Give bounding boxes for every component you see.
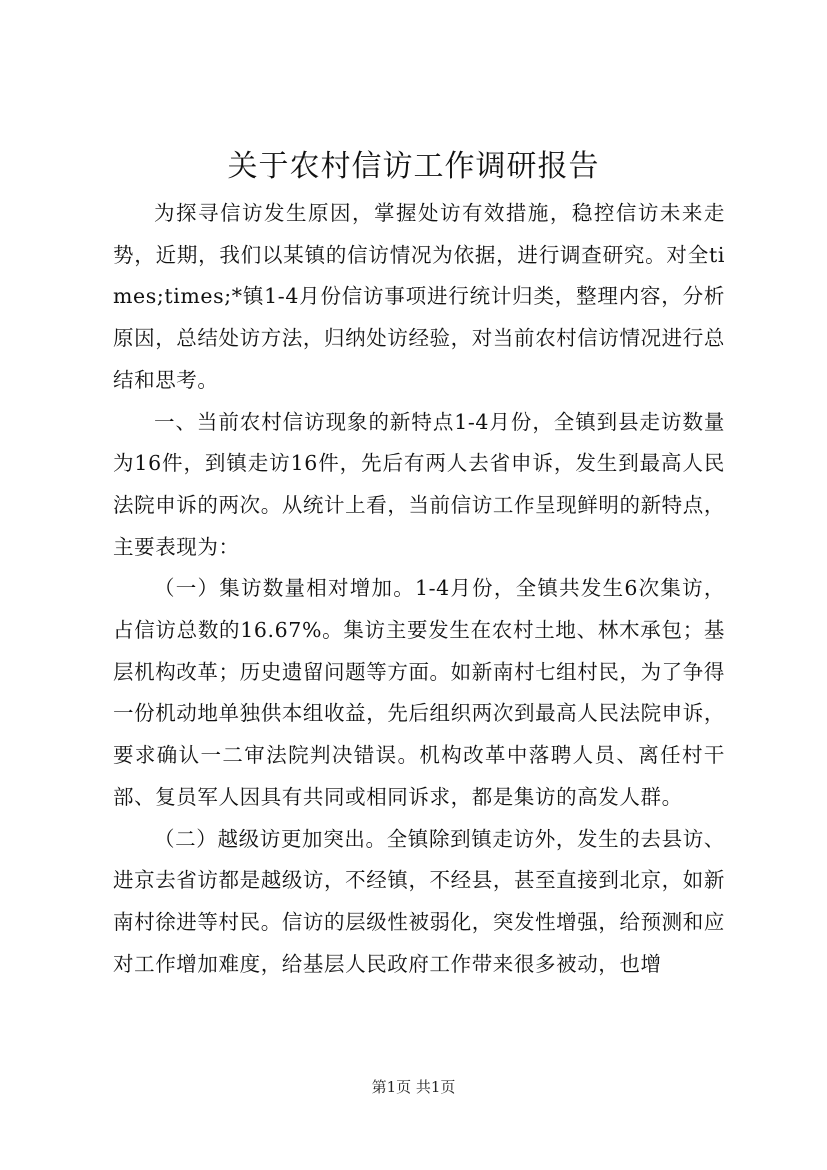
- paragraph-subsection-one: （一）集访数量相对增加。1-4月份，全镇共发生6次集访，占信访总数的16.67%。集访主要发生在农村土地、林木承包；基层机构改革；历史遗留问题等方面。如新南村七组村民，为了争得一份机动地单独供本组收益，先后组织两次到最高人民法院申诉，要求确认一二审法院判决错误。机构改革中落聘人员、离任村干部、复员军人因具有共同或相同诉求，都是集访的高发人群。: [113, 576, 725, 809]
- paragraph-subsection-two: （二）越级访更加突出。全镇除到镇走访外，发生的去县访、进京去省访都是越级访，不经镇，不经县，甚至直接到北京，如新南村徐进等村民。信访的层级性被弱化，突发性增强，给预测和应对工作增加难度，给基层人民政府工作带来很多被动，也增: [113, 826, 725, 976]
- paragraph-intro: 为探寻信访发生原因，掌握处访有效措施，稳控信访未来走势，近期，我们以某镇的信访情况为依据，进行调查研究。对全times;times;*镇1-4月份信访事项进行统计归类，整理内容，分析原因，总结处访方法，归纳处访经验，对当前农村信访情况进行总结和思考。: [113, 201, 725, 392]
- paragraph-section-one: 一、当前农村信访现象的新特点1-4月份，全镇到县走访数量为16件，到镇走访16件，先后有两人去省申诉，发生到最高人民法院申诉的两次。从统计上看，当前信访工作呈现鲜明的新特点，主要表现为：: [113, 409, 725, 559]
- page-number-footer: 第1页 共1页: [371, 1078, 456, 1096]
- document-title: 关于农村信访工作调研报告: [227, 149, 600, 184]
- document-body: [113, 193, 725, 985]
